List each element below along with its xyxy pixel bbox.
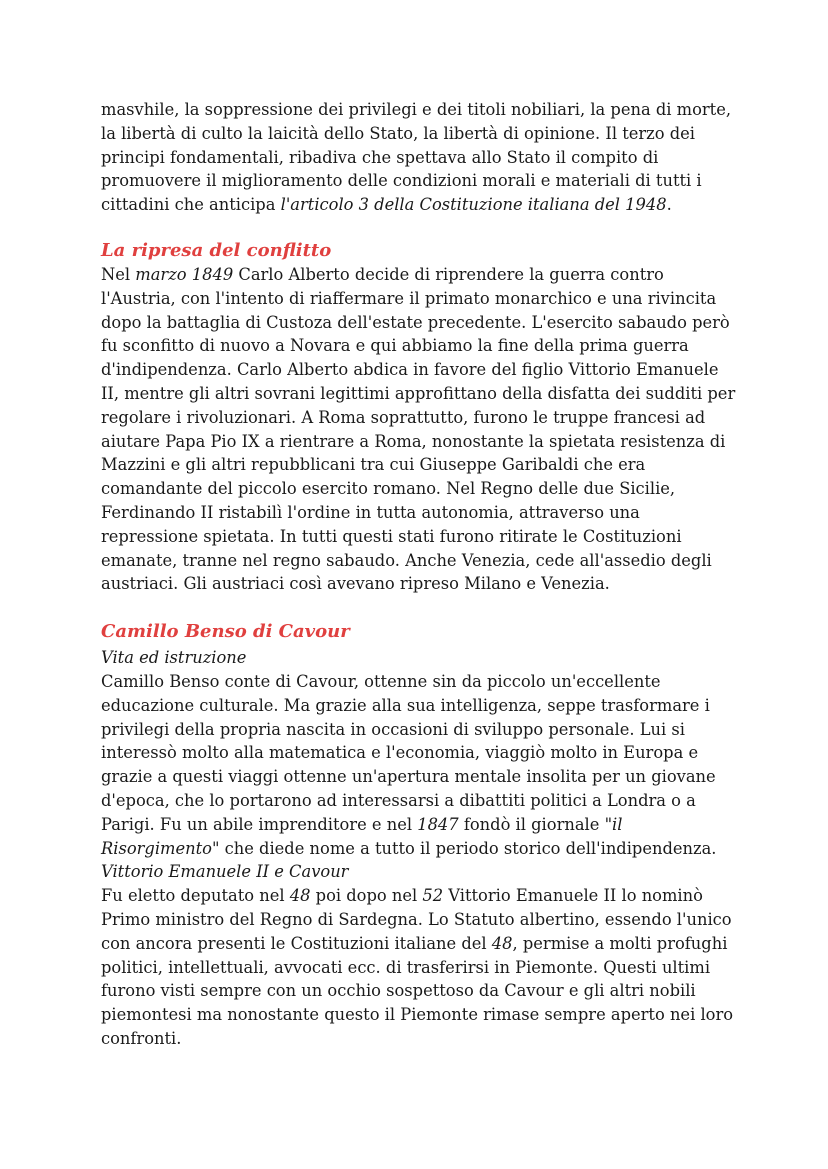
newspaper-name: "il Risorgimento [101, 814, 623, 858]
section2-paragraph-1 [101, 670, 741, 860]
section2-text-2a: Fu eletto deputato nel [101, 886, 290, 906]
intro-emphasis: l'articolo 3 della Costituzione italiana del 1948 [280, 195, 667, 215]
subheading-vittorio: Vittorio Emanuele II e Cavour [101, 862, 349, 882]
section1-text-start: Nel [101, 264, 136, 284]
year-48: 48 [289, 886, 311, 906]
section2-text-2c: Vittorio Emanuele II lo nominò Primo ministro del Regno di Sardegna. Lo Statuto albertino, essendo l'unico con ancora presenti le Costituzioni italiane del [101, 886, 732, 953]
intro-paragraph [101, 98, 741, 217]
document-page [101, 98, 741, 1051]
section-title-cavour: Camillo Benso di Cavour [101, 621, 350, 643]
intro-text: masvhile, la soppressione dei privilegi e dei titoli nobiliari, la pena di morte, la libertà di culto la laicità dello Stato, la libertà di opinione. Il terzo dei principi fondamentali, ribadiva che spettava allo Stato il compito di promuovere il miglioramento delle condizioni morali e materiali di tutti i cittadini che anticipa [101, 100, 732, 215]
section1-text: Carlo Alberto decide di riprendere la guerra contro l'Austria, con l'intento di riaffermare il primato monarchico e una rivincita dopo la battaglia di Custoza dell'estate precedente. L'esercito sabaudo però fu sconfitto di nuovo a Novara e qui abbiamo la fine della prima guerra d'indipendenza. Carlo Alberto abdica in favore del figlio Vittorio Emanuele II, mentre gli altri sovrani legittimi approfittano della disfatta dei sudditi per regolare i rivoluzionari. A Roma soprattutto, furono le truppe francesi ad aiutare Papa Pio IX a rientrare a Roma, nonostante la spietata resistenza di Mazzini e gli altri repubblicani tra cui Giuseppe Garibaldi che era comandante del piccolo esercito romano. Nel Regno delle due Sicilie, Ferdinando II ristabilì l'ordine in tutta autonomia, attraverso una repressione spietata. In tutti questi stati furono ritirate le Costituzioni emanate, tranne nel regno sabaudo. Anche Venezia, cede all'assedio degli austriaci. Gli austriaci così avevano ripreso Milano e Venezia. [101, 264, 736, 594]
section2-text-1: Camillo Benso conte di Cavour, ottenne sin da piccolo un'eccellente educazione culturale. Ma grazie alla sua intelligenza, seppe trasformare i privilegi della propria nascita in occasioni di sviluppo personale. Lui si interessò molto alla matematica e l'economia, viaggiò molto in Europa e grazie a questi viaggi ottenne un'apertura mentale insolita per un giovane d'epoca, che lo portarono ad interessarsi a dibattiti politici a Londra o a Parigi. Fu un abile imprenditore e nel [101, 671, 716, 834]
section-title-ripresa: La ripresa del conflitto [101, 239, 332, 261]
subheading-vita: Vita ed istruzione [101, 648, 247, 668]
section2-text-1-mid: fondò il giornale [458, 814, 605, 834]
year-52: 52 [422, 886, 444, 906]
section1-paragraph [101, 263, 741, 596]
section2-text-2d: , permise a molti profughi politici, intellettuali, avvocati ecc. di trasferirsi in Piemonte. Questi ultimi furono visti sempre con un occhio sospettoso da Cavour e gli altri nobili piemontesi ma nonostante questo il Piemonte rimase sempre aperto nei loro confronti. [101, 933, 734, 1048]
section2-paragraph-2 [101, 884, 741, 1051]
section1-date: marzo 1849 [135, 264, 234, 284]
section2-text-1-end: " che diede nome a tutto il periodo storico dell'indipendenza. [211, 838, 717, 858]
year-1847: 1847 [417, 814, 459, 834]
year-48-b: 48 [491, 933, 513, 953]
section2-text-2b: poi dopo nel [310, 886, 423, 906]
intro-end: . [666, 195, 672, 215]
